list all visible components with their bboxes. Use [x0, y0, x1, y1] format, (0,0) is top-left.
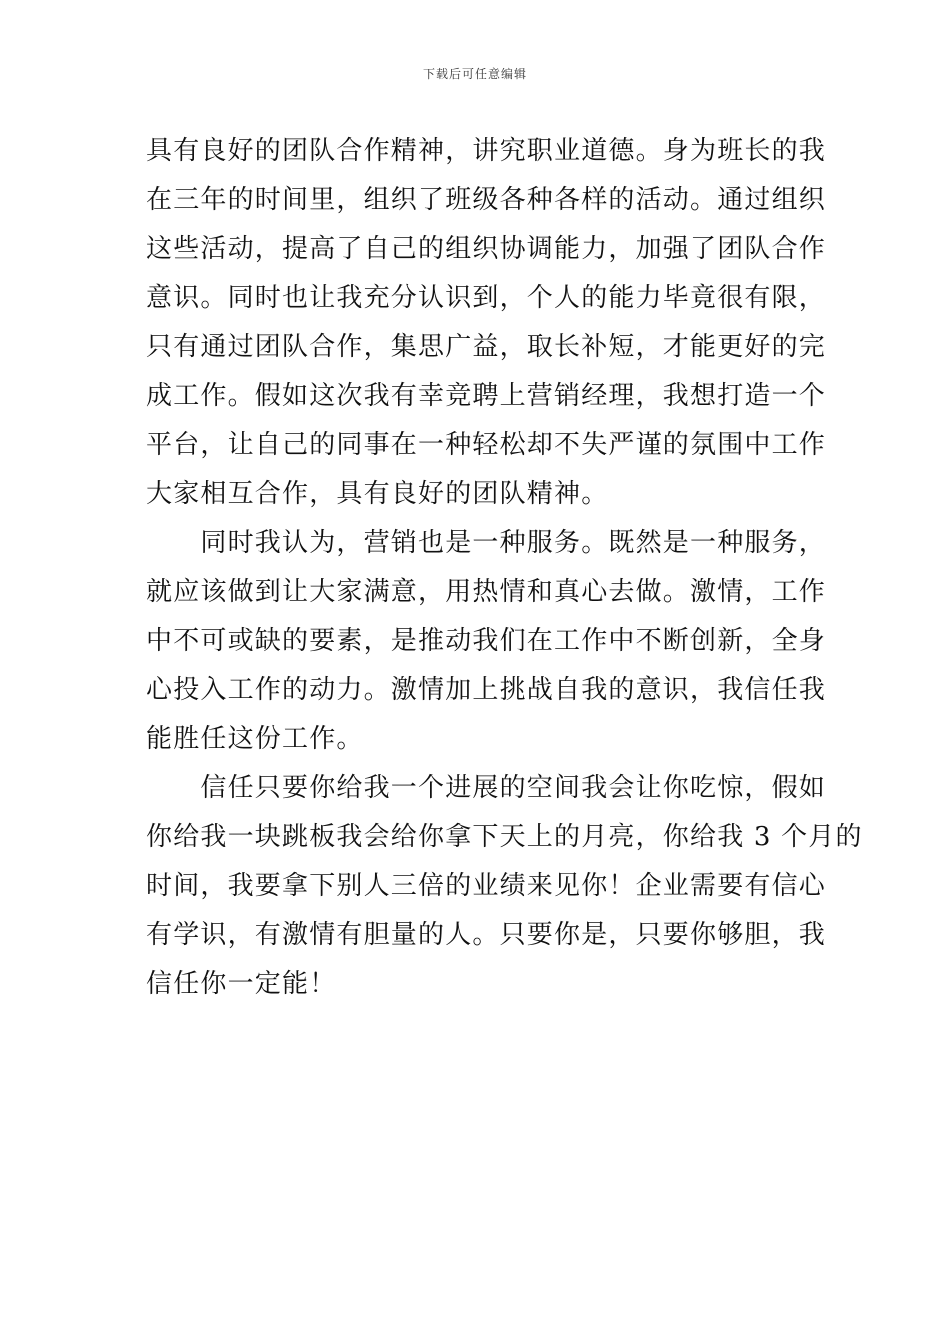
- text-line: 意识。同时也让我充分认识到，个人的能力毕竟很有限，: [146, 283, 827, 313]
- text-line: 信任只要你给我一个进展的空间我会让你吃惊，假如: [146, 773, 827, 803]
- text-line: 平台，让自己的同事在一种轻松却不失严谨的氛围中工作: [146, 430, 827, 460]
- header-note: 下载后可任意编辑: [422, 67, 527, 81]
- text-line: 这些活动，提高了自己的组织协调能力，加强了团队合作: [146, 234, 827, 264]
- text-line: 有学识，有激情有胆量的人。只要你是，只要你够胆，我: [146, 920, 827, 950]
- text-line: 成工作。假如这次我有幸竞聘上营销经理，我想打造一个: [146, 381, 827, 411]
- text-line: 大家相互合作，具有良好的团队精神。: [146, 479, 609, 509]
- text-line: 只有通过团队合作，集思广益，取长补短，才能更好的完: [146, 332, 827, 362]
- text-line: 具有良好的团队合作精神，讲究职业道德。身为班长的我: [146, 136, 827, 166]
- text-line: 中不可或缺的要素，是推动我们在工作中不断创新，全身: [146, 626, 827, 656]
- text-line: 心投入工作的动力。激情加上挑战自我的意识，我信任我: [146, 675, 827, 705]
- text-line: 你给我一块跳板我会给你拿下天上的月亮，你给我 3 个月的: [146, 822, 863, 852]
- text-line: 同时我认为，营销也是一种服务。既然是一种服务，: [146, 528, 827, 558]
- text-line: 信任你一定能！: [146, 969, 337, 999]
- text-line: 就应该做到让大家满意，用热情和真心去做。激情，工作: [146, 577, 827, 607]
- text-line: 时间，我要拿下别人三倍的业绩来见你！企业需要有信心: [146, 871, 827, 901]
- body-text: [146, 127, 863, 1009]
- text-line: 在三年的时间里，组织了班级各种各样的活动。通过组织: [146, 185, 827, 215]
- text-line: 能胜任这份工作。: [146, 724, 364, 754]
